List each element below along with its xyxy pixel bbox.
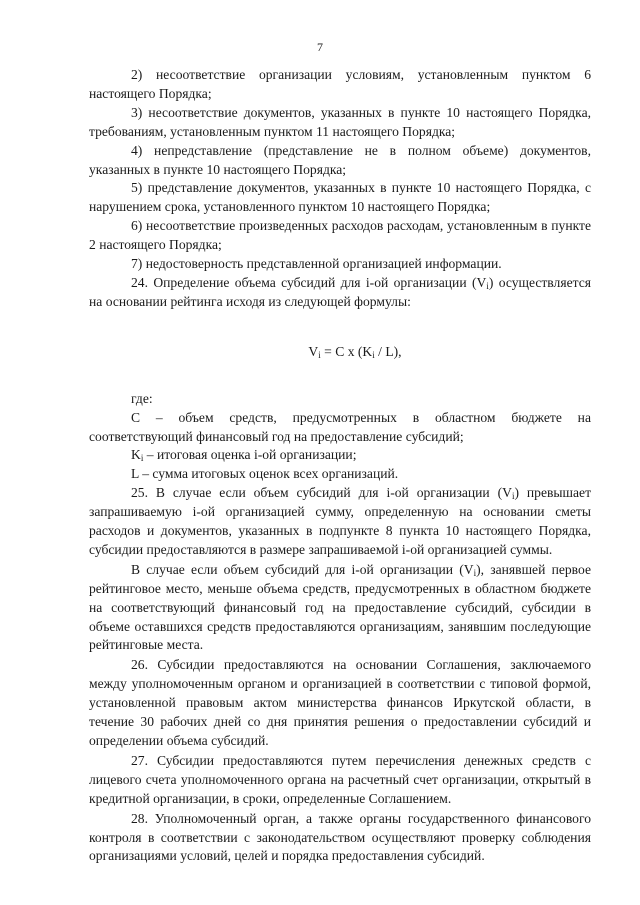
paragraph-28: 28. Уполномоченный орган, а также органы государственного финансового контроля в соответствии с законодательством осуществляют проверку соблюдения организациями условий, целей и порядка предоставления субсидий. (89, 810, 591, 864)
formula-k-sub: i (372, 349, 375, 360)
paragraph-25-second-before: В случае если объем субсидий для i-ой организации (V (131, 561, 474, 577)
paragraph-25-before: 25. В случае если объем субсидий для i-ой организации (V (131, 485, 512, 501)
definition-k-letter: K (131, 447, 141, 463)
definition-k-sub: i (140, 453, 144, 464)
paragraph-27: 27. Субсидии предоставляются путем перечисления денежных средств с лицевого счета уполномоченного органа на расчетный счет организации, открытый в кредитной организации, в сроки, определенные Соглашением. (89, 752, 591, 806)
paragraph-24-after: ) осуществляется на основании рейтинга исходя из следующей формулы: (89, 274, 592, 309)
formula-end: / L), (374, 343, 402, 359)
definition-k (89, 446, 591, 465)
page-number: 7 (317, 40, 323, 54)
paragraph-25-after: ) превышает запрашиваемую i-ой организацией сумму, определенную на основании сметы расходов и документов, указанных в подпункте 8 пункта 10 настоящего Порядка, субсидии предоставляются в размере запрашиваемой i-ой организацией суммы. (89, 485, 592, 557)
paragraph-25-second (89, 561, 591, 656)
definition-c: С – объем средств, предусмотренных в областном бюджете на соответствующий финансовый год на предоставление субсидий; (89, 409, 591, 444)
paragraph-item-4: 4) непредставление (представление не в полном объеме) документов, указанных в пункте 10 настоящего Порядка; (89, 142, 591, 177)
definition-k-text: – итоговая оценка i-ой организации; (143, 447, 357, 463)
paragraph-24 (89, 274, 591, 312)
paragraph-26: 26. Субсидии предоставляются на основании Соглашения, заключаемого между уполномоченным органом и организацией в соответствии с типовой формой, установленной правовым актом министерства финансов Иркутской области, в течение 30 рабочих дней со дня принятия решения о предоставлении субсидий и определении объема субсидий. (89, 657, 591, 748)
definition-l: L – сумма итоговых оценок всех организаций. (131, 466, 399, 482)
paragraph-25-sub: i (511, 491, 515, 502)
paragraph-25-second-sub: i (473, 567, 477, 578)
formula-mid: = C x (K (320, 343, 373, 359)
formula-v-sub: i (318, 349, 321, 360)
document-body (89, 66, 591, 866)
paragraph-item-2: 2) несоответствие организации условиям, установленным пунктом 6 настоящего Порядка; (89, 67, 591, 101)
formula (89, 343, 591, 362)
paragraph-24-sub: i (486, 280, 489, 291)
paragraph-item-5: 5) представление документов, указанных в пункте 10 настоящего Порядка, с нарушением срока, установленного пунктом 10 настоящего Порядка; (89, 180, 591, 215)
paragraph-item-3: 3) несоответствие документов, указанных в пункте 10 настоящего Порядка, требованиям, установленным пунктом 11 настоящего Порядка; (89, 104, 591, 139)
paragraph-item-7: 7) недостоверность представленной организацией информации. (131, 256, 502, 272)
where-label: где: (131, 390, 153, 406)
paragraph-25-second-after: ), занявшей первое рейтинговое место, меньше объема средств, предусмотренных в областном бюджете на соответствующий финансовый год на предоставление субсидий, субсидии в объеме оставшихся средств предоставляются организациям, занявшим последующие рейтинговые места. (89, 561, 591, 653)
paragraph-25 (89, 484, 591, 560)
paragraph-item-6: 6) несоответствие произведенных расходов расходам, установленным в пункте 2 настоящего Порядка; (89, 218, 591, 253)
paragraph-24-before: 24. Определение объема субсидий для i-ой организации (V (131, 274, 487, 290)
formula-v: V (308, 343, 319, 359)
